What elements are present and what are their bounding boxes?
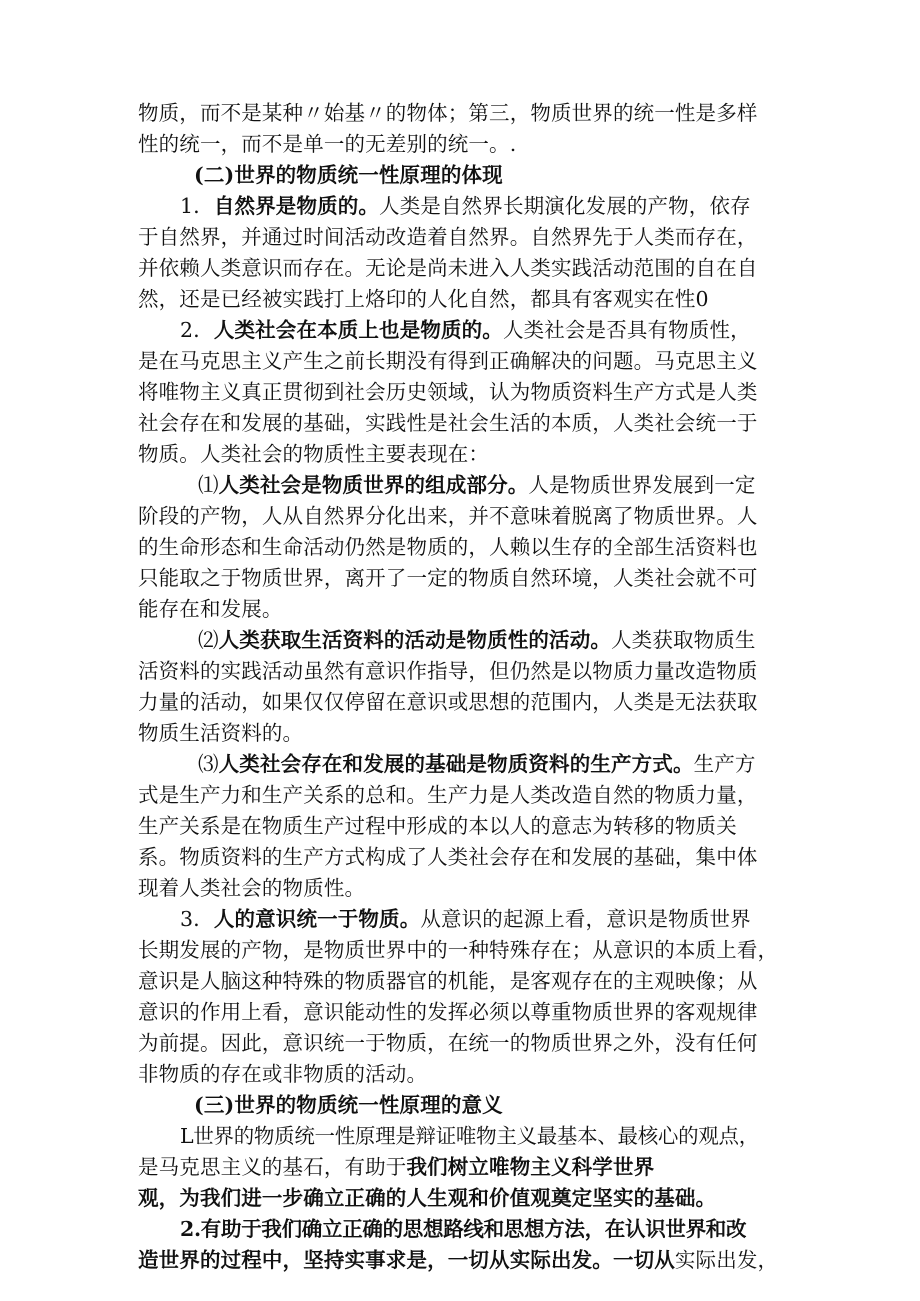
text-line: 现着人类社会的物质性。 [138, 876, 366, 900]
bold-lead: 人类社会存在和发展的基础是物质资料的生产方式。 [218, 752, 694, 776]
text-run: 从意识的起源上看，意识是物质世界 [420, 907, 751, 931]
item-number: 1． [180, 194, 214, 218]
paragraph [138, 315, 798, 470]
text-run: 实际出发， [674, 1248, 779, 1272]
text-line: 阶段的产物，人从自然界分化出来，并不意味着脱离了物质世界。人 [138, 504, 758, 528]
text-line: 长期发展的产物，是物质世界中的一种特殊存在；从意识的本质上看， [138, 938, 779, 962]
paragraph-first-line [138, 315, 798, 346]
text-line: 然，还是已经被实践打上烙印的人化自然，都具有客观实在性0 [138, 287, 709, 311]
text-run: 人类是自然界长期演化发展的产物，依存 [379, 194, 751, 218]
bold-lead: 人类社会在本质上也是物质的。 [213, 318, 503, 342]
paragraph-first-line [138, 749, 798, 780]
text-line: 意识是人脑这种特殊的物质器官的机能，是客观存在的主观映像；从 [138, 969, 758, 993]
text-run: 人类获取物质生 [611, 628, 756, 652]
paragraph-first-line: L世界的物质统一性原理是辩证唯物主义最基本、最核心的观点， [180, 1124, 759, 1148]
text-line: 观，为我们进一步确立正确的人生观和价值观奠定坚实的基础。 [138, 1186, 717, 1210]
paragraph [138, 1121, 798, 1214]
text-line: 活资料的实践活动虽然有意识作指导，但仍然是以物质力量改造物质 [138, 659, 758, 683]
paragraph-first-line: 2.有助于我们确立正确的思想路线和思想方法，在认识世界和改 [180, 1217, 747, 1241]
text-line: 物质生活资料的。 [138, 721, 304, 745]
text-line: 物质，而不是某种〃始基〃的物体；第三，物质世界的统一性是多样 [138, 101, 758, 125]
bold-run: 造世界的过程中，坚持实事求是，一切从实际出发。一切从 [138, 1248, 675, 1272]
paragraph-first-line [138, 191, 798, 222]
section-heading: (三)世界的物质统一性原理的意义 [194, 1093, 503, 1117]
bold-lead: 人的意识统一于物质。 [213, 907, 421, 931]
item-number: 2． [180, 318, 214, 342]
text-line: 社会存在和发展的基础，实践性是社会生活的本质，人类社会统一于 [138, 411, 758, 435]
paragraph-first-line [138, 904, 798, 935]
text-run: 人是物质世界发展到一定 [528, 473, 756, 497]
text-line: 力量的活动，如果仅仅停留在意识或思想的范围内，人类是无法获取 [138, 690, 758, 714]
paragraph-first-line [138, 625, 798, 656]
text-line: 物质。人类社会的物质性主要表现在： [138, 442, 490, 466]
paragraph [138, 749, 798, 904]
text-line: 的生命形态和生命活动仍然是物质的，人赖以生存的全部生活资料也 [138, 535, 758, 559]
item-number: ⑴ [198, 473, 219, 497]
text-line [138, 1152, 798, 1183]
bold-lead: 人类社会是物质世界的组成部分。 [218, 473, 529, 497]
paragraph [138, 191, 798, 315]
section-heading: (二)世界的物质统一性原理的体现 [194, 163, 503, 187]
text-run: 是马克思主义的基石，有助于 [138, 1155, 407, 1179]
text-line [138, 1245, 798, 1276]
bold-lead: 人类获取生活资料的活动是物质性的活动。 [218, 628, 612, 652]
paragraph [138, 904, 798, 1090]
text-line: 将唯物主义真正贯彻到社会历史领域，认为物质资料生产方式是人类 [138, 380, 758, 404]
text-line: 并依赖人类意识而存在。无论是尚未进入人类实践活动范围的自在自 [138, 256, 758, 280]
text-line: 意识的作用上看，意识能动性的发挥必须以尊重物质世界的客观规律 [138, 1000, 758, 1024]
item-number: 3． [180, 907, 214, 931]
bold-lead: 自然界是物质的。 [213, 194, 380, 218]
text-run: 人类社会是否具有物质性， [502, 318, 751, 342]
text-line: 只能取之于物质世界，离开了一定的物质自然环境，人类社会就不可 [138, 566, 758, 590]
paragraph [138, 470, 798, 625]
text-line: 是在马克思主义产生之前长期没有得到正确解决的问题。马克思主义 [138, 349, 758, 373]
text-line: 为前提。因此，意识统一于物质，在统一的物质世界之外，没有任何 [138, 1031, 758, 1055]
bold-run: 我们树立唯物主义科学世界 [406, 1155, 655, 1179]
text-line: 系。物质资料的生产方式构成了人类社会存在和发展的基础，集中体 [138, 845, 758, 869]
item-number: ⑵ [198, 628, 219, 652]
text-line: 能存在和发展。 [138, 597, 283, 621]
text-line: 生产关系是在物质生产过程中形成的本以人的意志为转移的物质关 [138, 814, 737, 838]
document-page [138, 98, 798, 1276]
text-run: 生产方 [693, 752, 756, 776]
item-number: ⑶ [198, 752, 219, 776]
paragraph [138, 1214, 798, 1276]
text-line: 非物质的存在或非物质的活动。 [138, 1062, 428, 1086]
text-line: 性的统一，而不是单一的无差别的统一。. [138, 132, 517, 156]
text-line: 于自然界，并通过时间活动改造着自然界。自然界先于人类而存在， [138, 225, 758, 249]
paragraph [138, 625, 798, 749]
text-line: 式是生产力和生产关系的总和。生产力是人类改造自然的物质力量， [138, 783, 758, 807]
paragraph-first-line [138, 470, 798, 501]
